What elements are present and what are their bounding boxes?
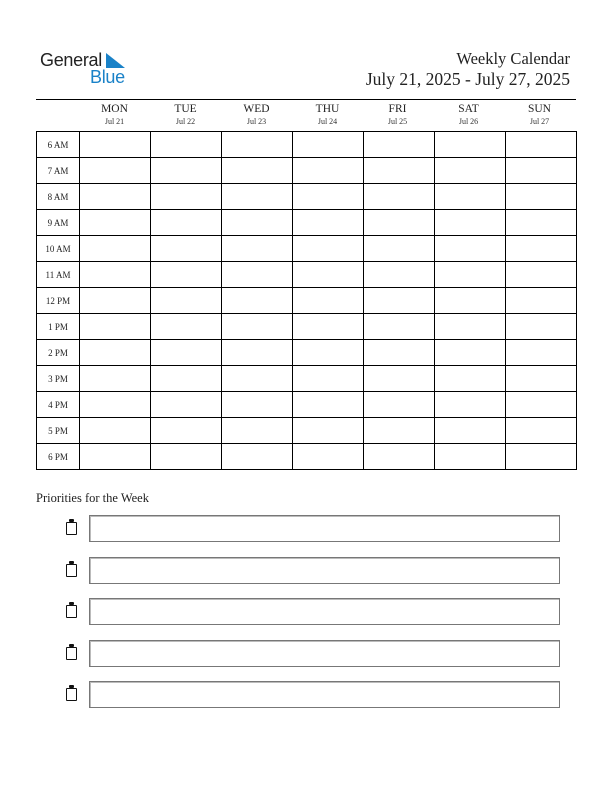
schedule-cell-sat[interactable] <box>435 210 506 236</box>
schedule-cell-sat[interactable] <box>435 314 506 340</box>
clipboard-icon <box>66 647 77 660</box>
priority-input[interactable] <box>89 640 560 667</box>
schedule-cell-fri[interactable] <box>364 158 435 184</box>
schedule-cell-wed[interactable] <box>222 262 293 288</box>
clipboard-icon <box>66 688 77 701</box>
time-row <box>37 236 577 262</box>
schedule-cell-sun[interactable] <box>506 184 577 210</box>
schedule-cell-mon[interactable] <box>80 366 151 392</box>
schedule-cell-wed[interactable] <box>222 210 293 236</box>
schedule-cell-sat[interactable] <box>435 340 506 366</box>
day-date: Jul 24 <box>317 117 338 126</box>
schedule-cell-fri[interactable] <box>364 366 435 392</box>
priority-item <box>0 598 612 628</box>
schedule-cell-thu[interactable] <box>293 236 364 262</box>
day-header-thu <box>292 102 363 128</box>
schedule-cell-mon[interactable] <box>80 158 151 184</box>
schedule-cell-tue[interactable] <box>151 288 222 314</box>
weekly-schedule-grid <box>36 131 577 470</box>
schedule-cell-thu[interactable] <box>293 184 364 210</box>
schedule-cell-thu[interactable] <box>293 262 364 288</box>
schedule-cell-tue[interactable] <box>151 132 222 158</box>
day-name: MON <box>101 103 128 115</box>
schedule-cell-wed[interactable] <box>222 158 293 184</box>
priority-input[interactable] <box>89 515 560 542</box>
schedule-cell-sat[interactable] <box>435 132 506 158</box>
time-label: 6 PM <box>37 444 80 470</box>
schedule-cell-mon[interactable] <box>80 132 151 158</box>
schedule-cell-tue[interactable] <box>151 444 222 470</box>
time-row <box>37 158 577 184</box>
time-row <box>37 184 577 210</box>
time-row <box>37 314 577 340</box>
schedule-cell-mon[interactable] <box>80 444 151 470</box>
priority-item <box>0 557 612 587</box>
schedule-cell-thu[interactable] <box>293 340 364 366</box>
schedule-cell-fri[interactable] <box>364 236 435 262</box>
time-label: 7 AM <box>37 158 80 184</box>
schedule-cell-thu[interactable] <box>293 418 364 444</box>
schedule-cell-mon[interactable] <box>80 236 151 262</box>
schedule-cell-fri[interactable] <box>364 288 435 314</box>
schedule-cell-sat[interactable] <box>435 366 506 392</box>
time-row <box>37 444 577 470</box>
time-label: 11 AM <box>37 262 80 288</box>
clipboard-icon <box>66 605 77 618</box>
schedule-cell-wed[interactable] <box>222 366 293 392</box>
schedule-cell-tue[interactable] <box>151 184 222 210</box>
logo-text-blue: Blue <box>90 67 125 87</box>
schedule-cell-sat[interactable] <box>435 262 506 288</box>
time-label: 3 PM <box>37 366 80 392</box>
schedule-cell-sat[interactable] <box>435 392 506 418</box>
schedule-cell-wed[interactable] <box>222 392 293 418</box>
schedule-cell-sun[interactable] <box>506 236 577 262</box>
priority-item <box>0 515 612 545</box>
general-blue-logo <box>40 50 140 90</box>
schedule-cell-fri[interactable] <box>364 314 435 340</box>
schedule-cell-sat[interactable] <box>435 288 506 314</box>
time-row <box>37 366 577 392</box>
schedule-cell-sun[interactable] <box>506 444 577 470</box>
day-name: SUN <box>527 103 551 115</box>
schedule-cell-mon[interactable] <box>80 418 151 444</box>
schedule-cell-sat[interactable] <box>435 158 506 184</box>
logo-text-general: General <box>40 50 102 70</box>
schedule-cell-fri[interactable] <box>364 132 435 158</box>
day-header-tue <box>150 102 221 128</box>
time-row <box>37 132 577 158</box>
priorities-title: Priorities for the Week <box>36 491 149 505</box>
time-row <box>37 340 577 366</box>
time-row <box>37 392 577 418</box>
schedule-cell-sat[interactable] <box>435 418 506 444</box>
day-header-sat <box>433 102 504 128</box>
schedule-cell-fri[interactable] <box>364 262 435 288</box>
clipboard-icon <box>66 522 77 535</box>
schedule-cell-tue[interactable] <box>151 340 222 366</box>
time-label: 6 AM <box>37 132 80 158</box>
schedule-cell-fri[interactable] <box>364 444 435 470</box>
schedule-cell-fri[interactable] <box>364 340 435 366</box>
schedule-cell-wed[interactable] <box>222 288 293 314</box>
priority-input[interactable] <box>89 557 560 584</box>
schedule-cell-sat[interactable] <box>435 236 506 262</box>
calendar-header <box>366 49 570 89</box>
time-label: 8 AM <box>37 184 80 210</box>
schedule-cell-sun[interactable] <box>506 210 577 236</box>
schedule-cell-fri[interactable] <box>364 184 435 210</box>
clipboard-icon <box>66 564 77 577</box>
time-row <box>37 418 577 444</box>
schedule-cell-wed[interactable] <box>222 444 293 470</box>
schedule-cell-fri[interactable] <box>364 418 435 444</box>
schedule-cell-sun[interactable] <box>506 366 577 392</box>
schedule-cell-thu[interactable] <box>293 132 364 158</box>
schedule-cell-sun[interactable] <box>506 418 577 444</box>
priority-item <box>0 681 612 711</box>
schedule-cell-tue[interactable] <box>151 236 222 262</box>
time-row <box>37 262 577 288</box>
day-date: Jul 22 <box>175 117 196 126</box>
day-name: THU <box>315 103 340 115</box>
day-date: Jul 25 <box>387 117 408 126</box>
priority-input[interactable] <box>89 598 560 625</box>
schedule-cell-tue[interactable] <box>151 158 222 184</box>
schedule-cell-mon[interactable] <box>80 392 151 418</box>
day-date: Jul 26 <box>458 117 479 126</box>
time-label: 10 AM <box>37 236 80 262</box>
day-date: Jul 27 <box>529 117 550 126</box>
schedule-cell-thu[interactable] <box>293 314 364 340</box>
schedule-cell-thu[interactable] <box>293 288 364 314</box>
schedule-cell-wed[interactable] <box>222 340 293 366</box>
schedule-cell-tue[interactable] <box>151 418 222 444</box>
time-label: 5 PM <box>37 418 80 444</box>
schedule-cell-mon[interactable] <box>80 288 151 314</box>
schedule-cell-tue[interactable] <box>151 210 222 236</box>
page-title: Weekly Calendar <box>456 49 570 68</box>
schedule-cell-sat[interactable] <box>435 444 506 470</box>
schedule-cell-tue[interactable] <box>151 262 222 288</box>
time-label: 1 PM <box>37 314 80 340</box>
schedule-cell-mon[interactable] <box>80 314 151 340</box>
time-label: 2 PM <box>37 340 80 366</box>
schedule-cell-thu[interactable] <box>293 392 364 418</box>
day-date: Jul 21 <box>104 117 125 126</box>
schedule-cell-sun[interactable] <box>506 158 577 184</box>
day-name: SAT <box>458 103 479 115</box>
schedule-cell-thu[interactable] <box>293 366 364 392</box>
schedule-cell-sun[interactable] <box>506 340 577 366</box>
date-range: July 21, 2025 - July 27, 2025 <box>365 69 570 89</box>
day-name: WED <box>243 103 270 115</box>
day-name: TUE <box>174 103 197 115</box>
day-header-fri <box>362 102 433 128</box>
schedule-cell-wed[interactable] <box>222 132 293 158</box>
priority-item <box>0 640 612 670</box>
schedule-cell-wed[interactable] <box>222 314 293 340</box>
schedule-cell-sun[interactable] <box>506 132 577 158</box>
time-row <box>37 210 577 236</box>
day-date: Jul 23 <box>246 117 267 126</box>
time-label: 4 PM <box>37 392 80 418</box>
schedule-cell-wed[interactable] <box>222 184 293 210</box>
schedule-cell-fri[interactable] <box>364 392 435 418</box>
time-label: 12 PM <box>37 288 80 314</box>
logo-triangle-icon <box>106 53 125 68</box>
schedule-cell-tue[interactable] <box>151 392 222 418</box>
schedule-cell-thu[interactable] <box>293 158 364 184</box>
schedule-cell-thu[interactable] <box>293 444 364 470</box>
schedule-cell-wed[interactable] <box>222 236 293 262</box>
schedule-cell-tue[interactable] <box>151 366 222 392</box>
schedule-cell-fri[interactable] <box>364 210 435 236</box>
day-header-sun <box>504 102 575 128</box>
schedule-cell-mon[interactable] <box>80 184 151 210</box>
day-header-mon <box>79 102 150 128</box>
time-label: 9 AM <box>37 210 80 236</box>
priority-input[interactable] <box>89 681 560 708</box>
schedule-cell-sun[interactable] <box>506 288 577 314</box>
schedule-cell-thu[interactable] <box>293 210 364 236</box>
header-divider <box>36 99 576 100</box>
schedule-cell-mon[interactable] <box>80 340 151 366</box>
day-header-wed <box>221 102 292 128</box>
schedule-cell-wed[interactable] <box>222 418 293 444</box>
schedule-cell-mon[interactable] <box>80 262 151 288</box>
day-name: FRI <box>388 103 407 115</box>
schedule-cell-tue[interactable] <box>151 314 222 340</box>
time-row <box>37 288 577 314</box>
schedule-cell-sun[interactable] <box>506 262 577 288</box>
schedule-cell-sun[interactable] <box>506 392 577 418</box>
schedule-cell-mon[interactable] <box>80 210 151 236</box>
schedule-cell-sun[interactable] <box>506 314 577 340</box>
schedule-cell-sat[interactable] <box>435 184 506 210</box>
